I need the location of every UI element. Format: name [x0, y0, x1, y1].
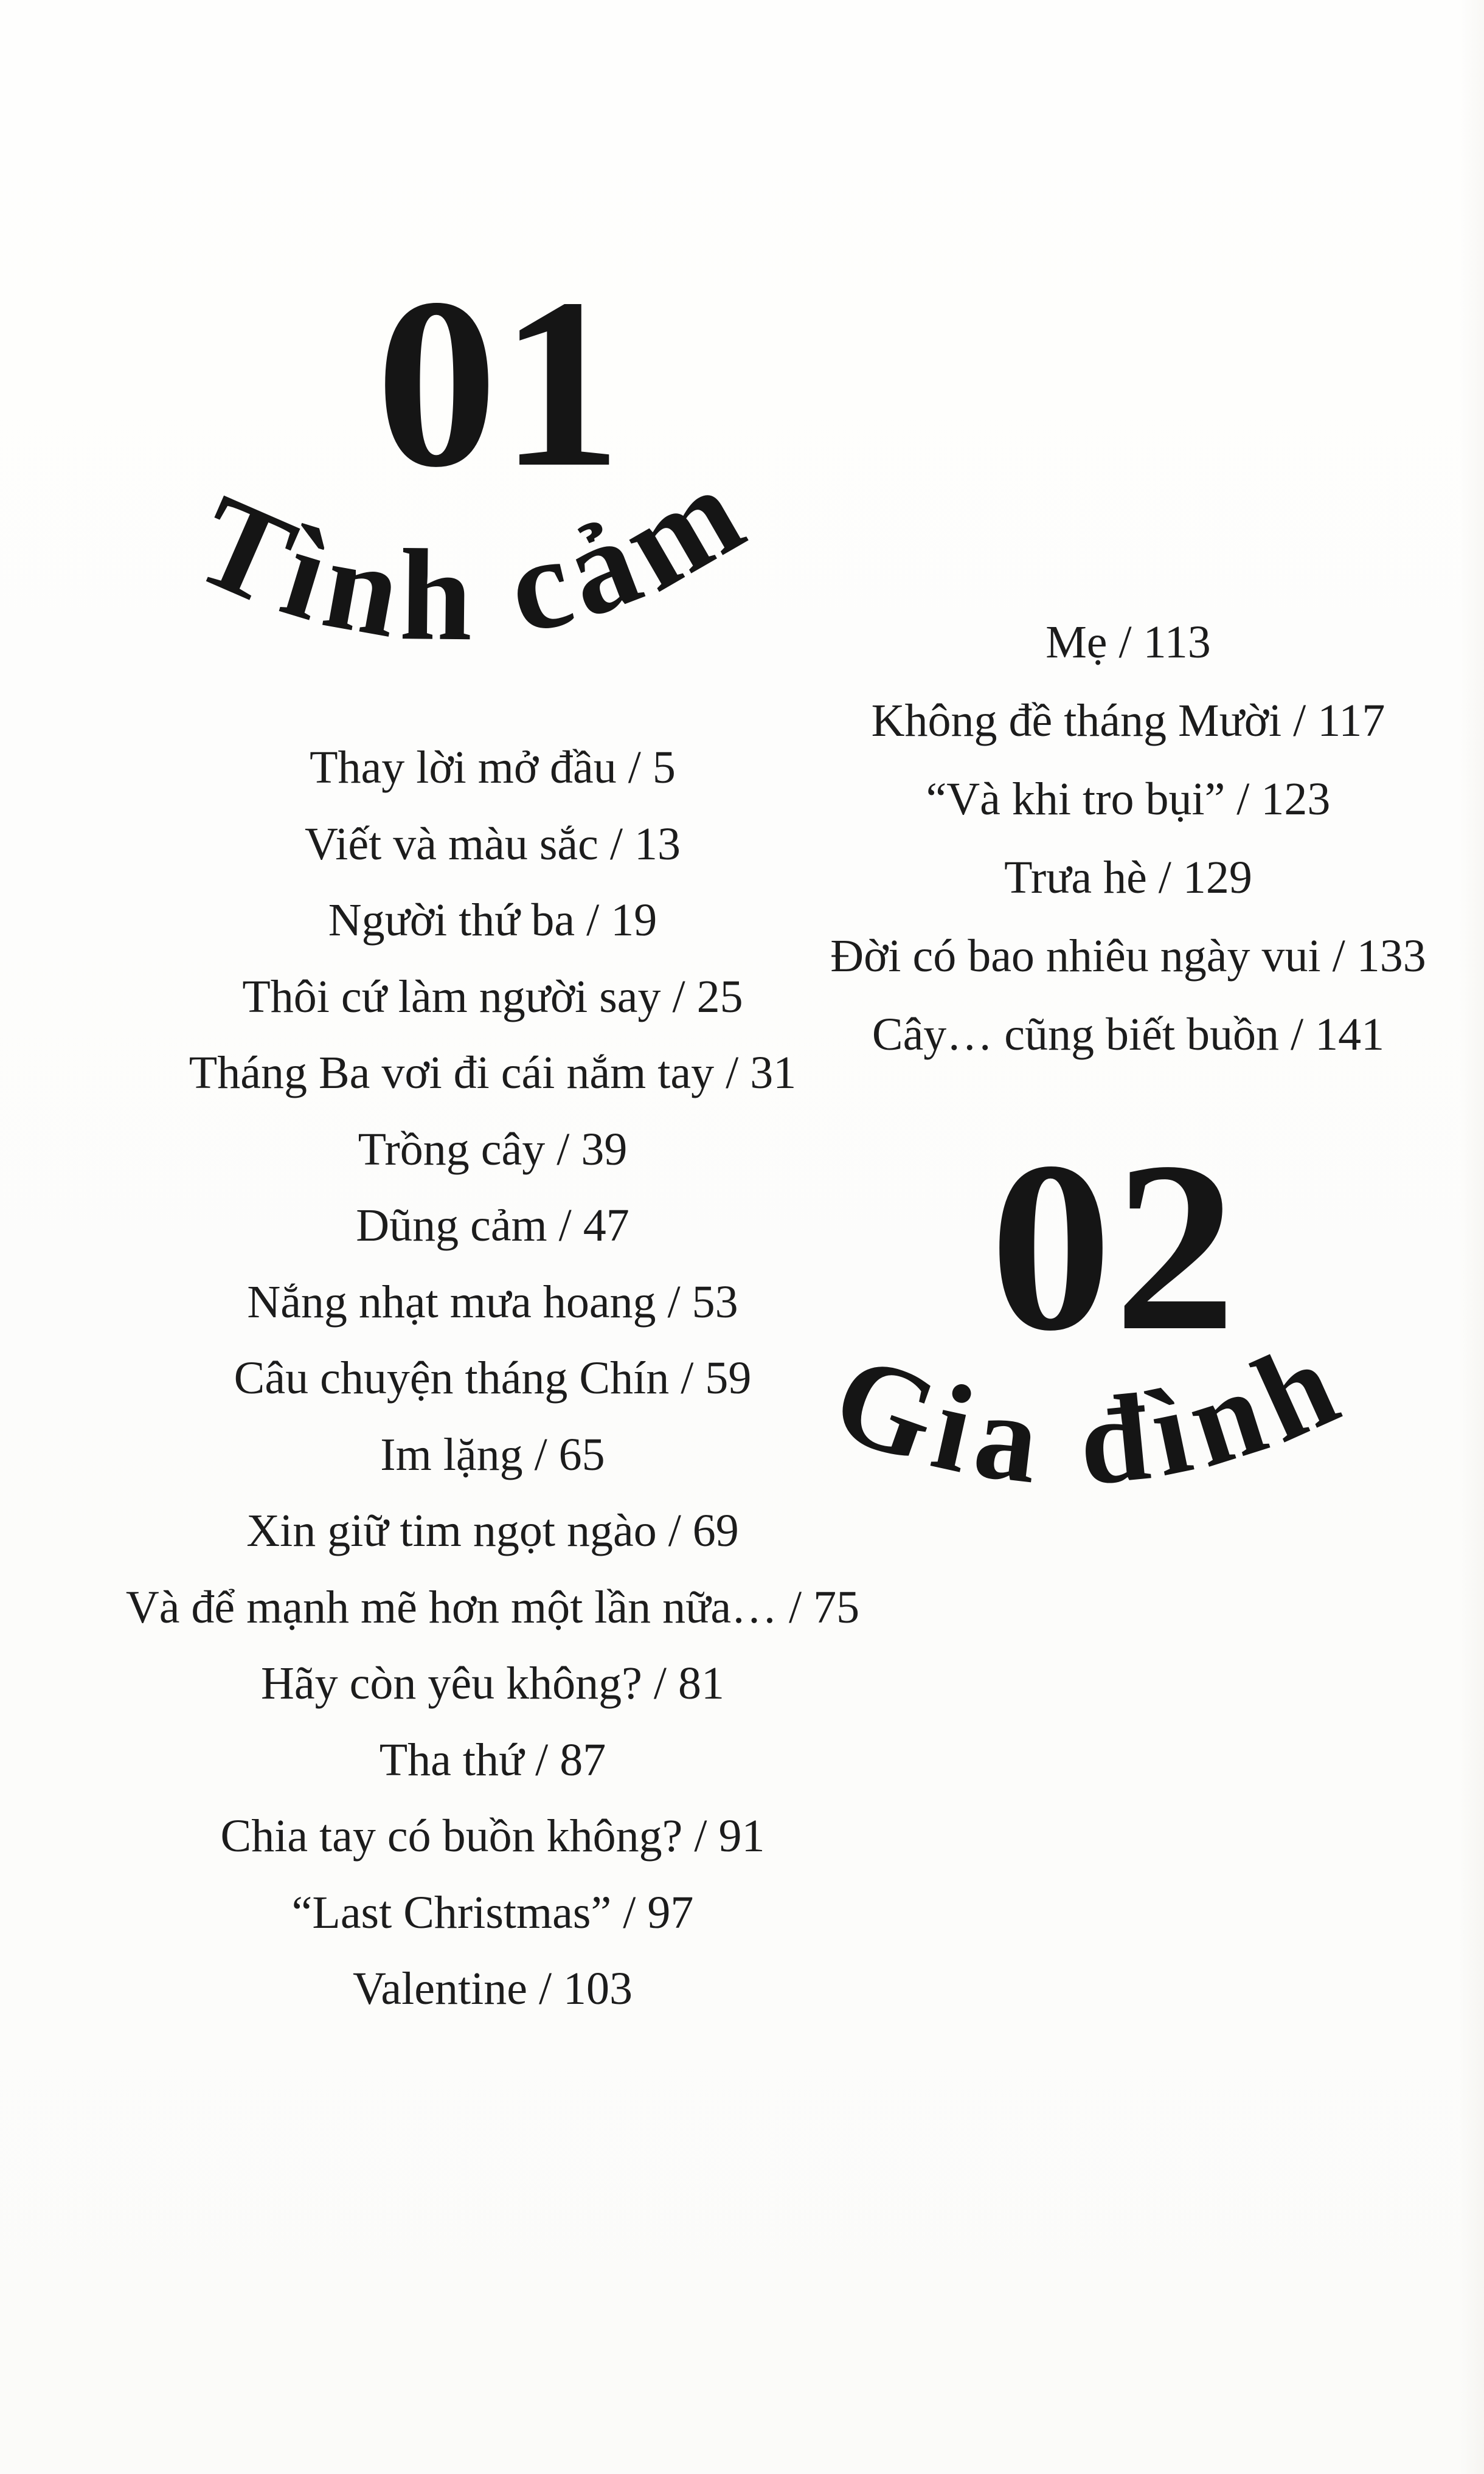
- toc-entry[interactable]: Mẹ / 113: [1045, 617, 1211, 668]
- toc-entry[interactable]: Dũng cảm / 47: [356, 1200, 629, 1251]
- toc-entry[interactable]: Thay lời mở đầu / 5: [310, 742, 676, 793]
- toc-entry[interactable]: Trồng cây / 39: [358, 1123, 628, 1175]
- section-number-01: 01: [376, 248, 624, 518]
- toc-entry[interactable]: Đời có bao nhiêu ngày vui / 133: [830, 930, 1426, 982]
- section-title-01-text: Tình cảm: [176, 434, 772, 668]
- toc-entry[interactable]: “Last Christmas” / 97: [291, 1887, 694, 1938]
- toc-entry[interactable]: Tháng Ba vơi đi cái nắm tay / 31: [189, 1047, 797, 1098]
- toc-entry[interactable]: Im lặng / 65: [380, 1429, 605, 1480]
- toc-entry[interactable]: Và để mạnh mẽ hơn một lần nữa… / 75: [125, 1581, 860, 1633]
- toc-entry[interactable]: Nắng nhạt mưa hoang / 53: [247, 1276, 738, 1328]
- toc-entry[interactable]: Viết và màu sắc / 13: [304, 818, 681, 870]
- toc-entry[interactable]: Câu chuyện tháng Chín / 59: [234, 1353, 752, 1404]
- toc-entry[interactable]: Người thứ ba / 19: [328, 895, 657, 946]
- toc-list-section-01: [85, 730, 900, 2028]
- toc-entry[interactable]: Cây… cũng biết buồn / 141: [872, 1009, 1385, 1060]
- toc-entry[interactable]: Thôi cứ làm người say / 25: [242, 971, 743, 1022]
- toc-entry[interactable]: Hãy còn yêu không? / 81: [261, 1658, 724, 1709]
- toc-entry[interactable]: Không đề tháng Mười / 117: [871, 695, 1385, 746]
- toc-list-section-01-continued: [785, 603, 1472, 1074]
- section-title-02-text: Gia đình: [817, 1310, 1365, 1512]
- toc-entry[interactable]: Chia tay có buồn không? / 91: [220, 1810, 765, 1862]
- toc-entry[interactable]: Tha thứ / 87: [379, 1734, 606, 1786]
- toc-entry[interactable]: Trưa hè / 129: [1004, 852, 1252, 903]
- toc-entry[interactable]: Xin giữ tim ngọt ngào / 69: [246, 1505, 739, 1556]
- toc-entry[interactable]: Valentine / 103: [352, 1963, 633, 2014]
- section-title-02: [815, 1310, 1399, 1581]
- section-title-01: [170, 434, 827, 718]
- toc-entry[interactable]: “Và khi tro bụi” / 123: [926, 774, 1331, 825]
- page-edge-shadow: [1460, 0, 1484, 2474]
- section-number-02: 02: [990, 1112, 1238, 1381]
